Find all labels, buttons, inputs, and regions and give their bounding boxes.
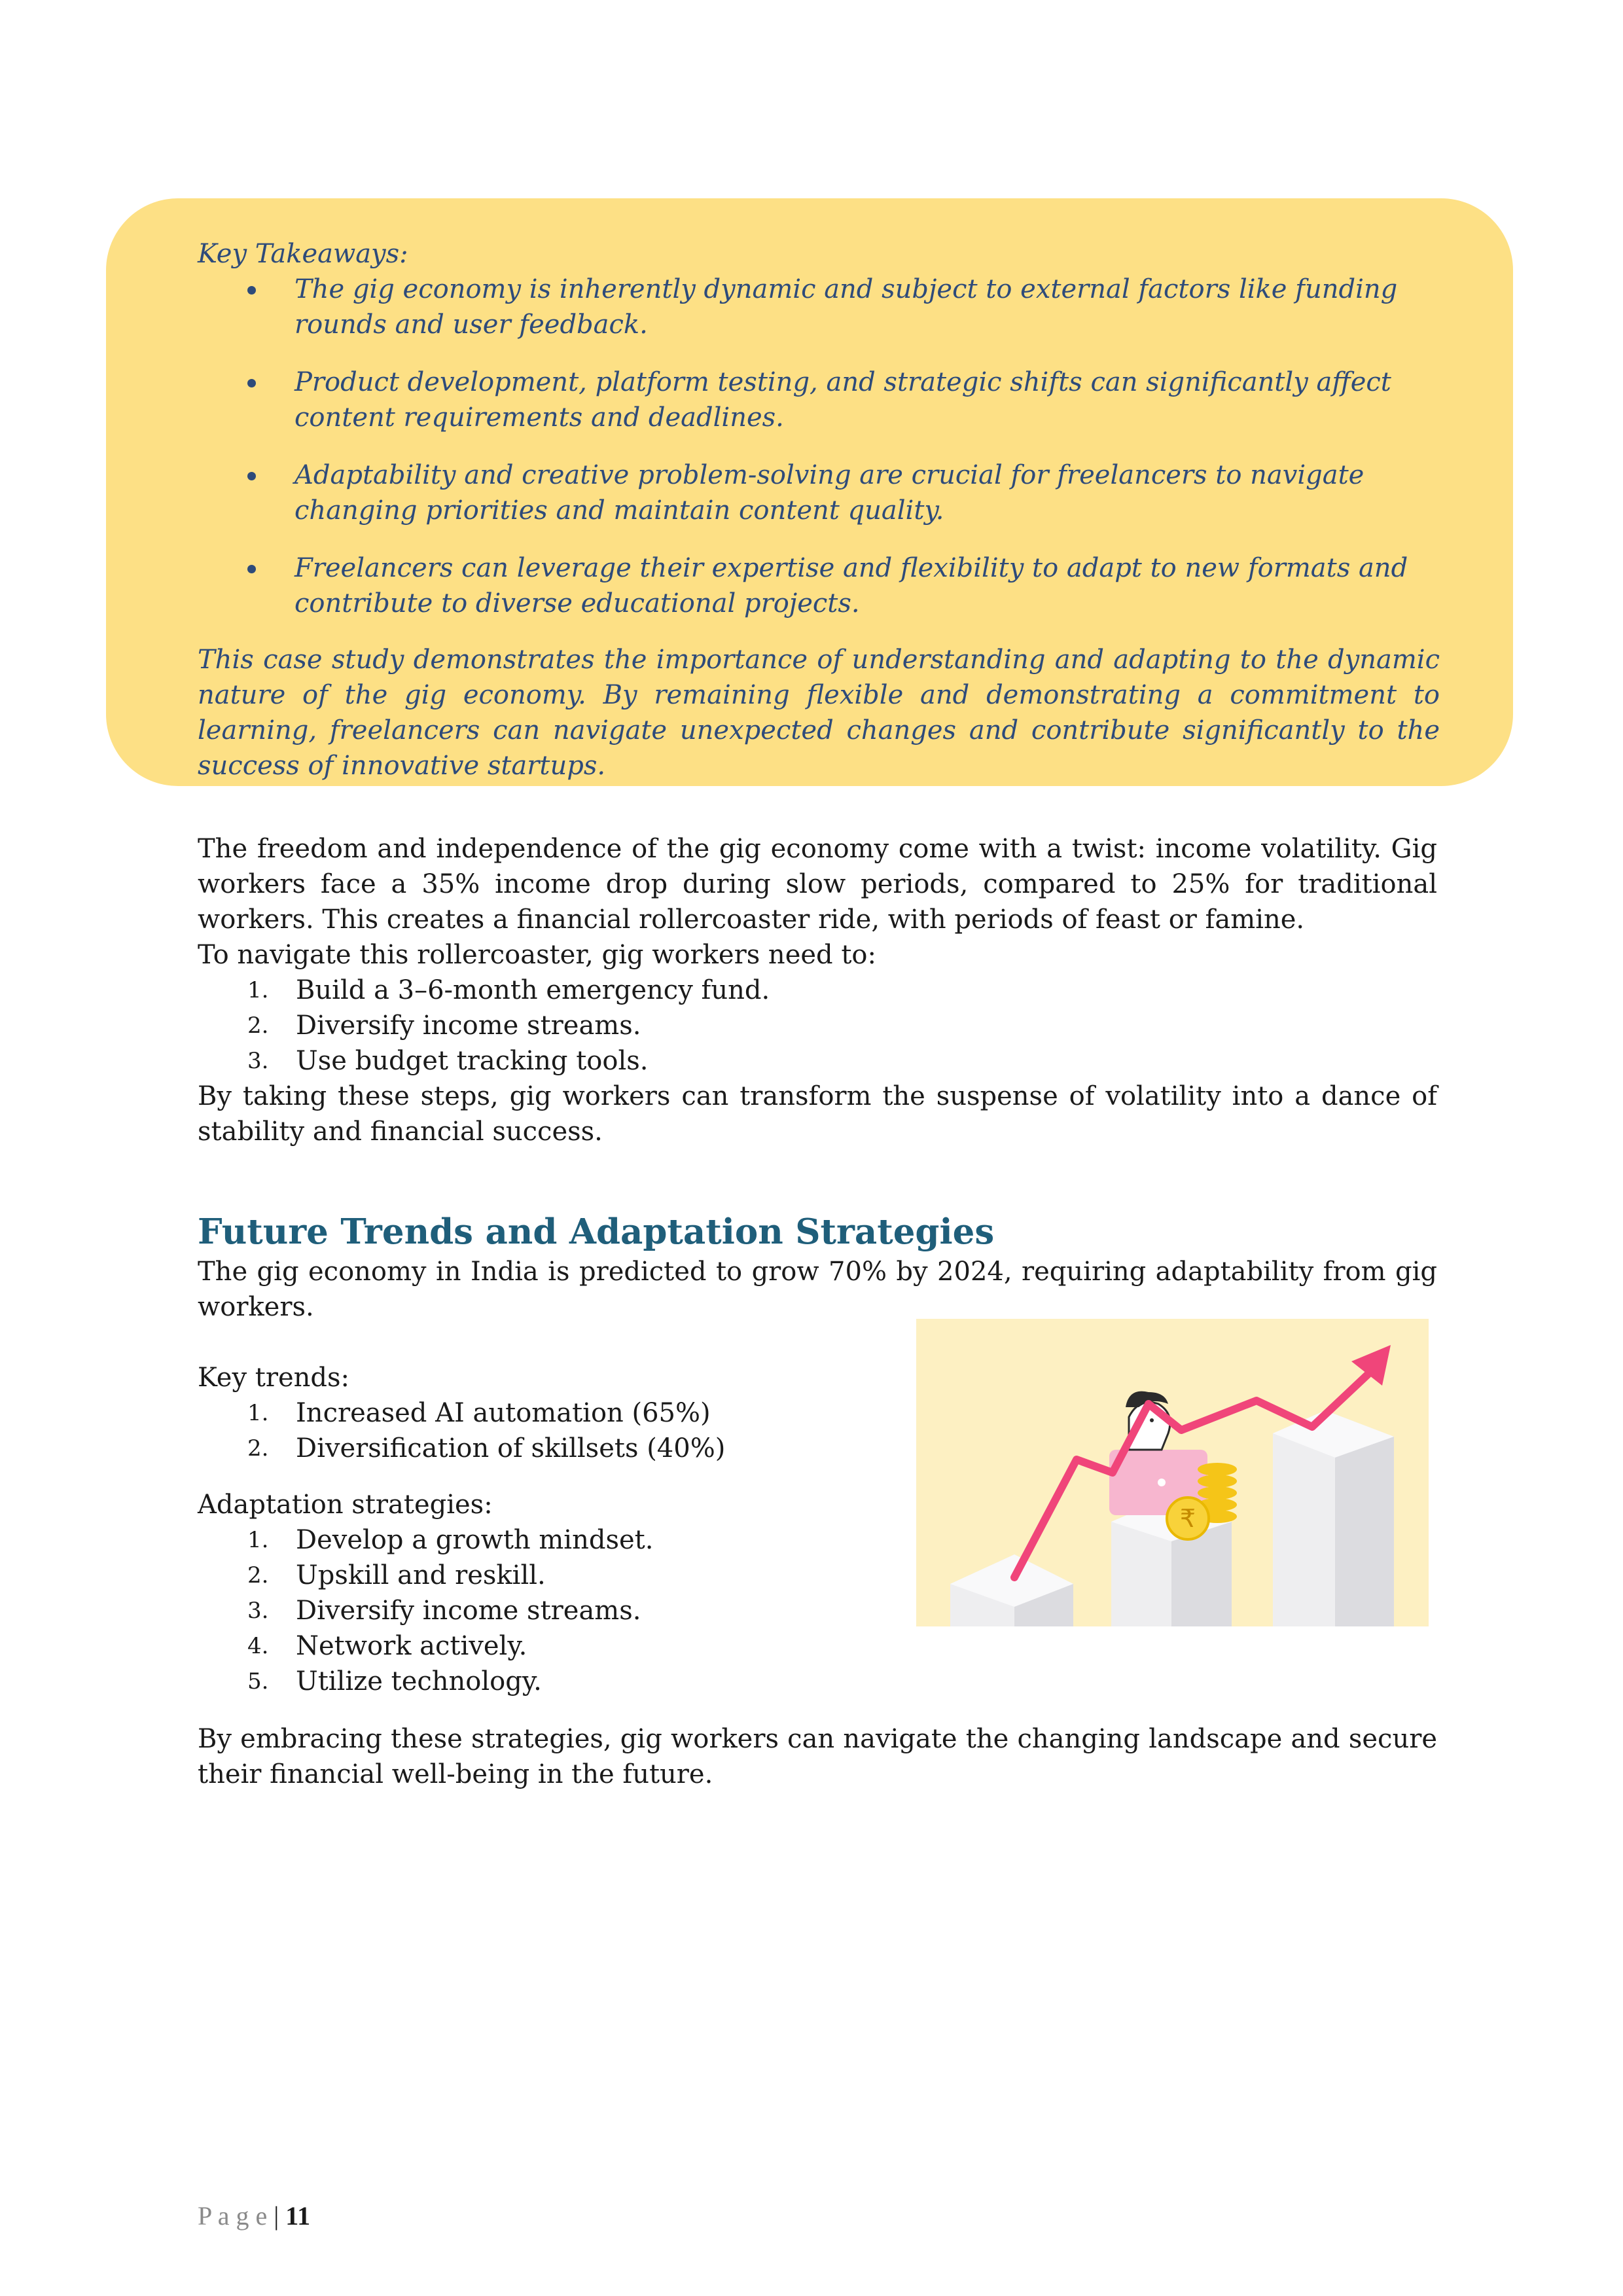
list-number: 2. [247, 1013, 269, 1039]
list-item [247, 1431, 885, 1466]
strategies-list [198, 1522, 885, 1699]
svg-text:₹: ₹ [1179, 1504, 1196, 1533]
volatility-intro: The freedom and independence of the gig economy come with a twist: income volatility. Gig workers face a 35% income drop during slow periods, compared to 25% for traditional workers. This creates a financial rollercoaster ride, with periods of feast or famine. [198, 834, 1437, 935]
list-item [247, 1664, 885, 1699]
adaptation-strategies-block [198, 1487, 885, 1699]
list-item [247, 1628, 885, 1664]
list-item [247, 1008, 1437, 1043]
list-item [247, 973, 1437, 1008]
list-number: 2. [247, 1435, 269, 1462]
volatility-section [198, 831, 1437, 1149]
future-intro-block [198, 1254, 1437, 1325]
list-text: Diversification of skillsets (40%) [296, 1433, 726, 1463]
list-text: Utilize technology. [296, 1666, 542, 1696]
list-number: 1. [247, 1400, 269, 1426]
list-text: Network actively. [296, 1631, 527, 1661]
list-number: 1. [247, 977, 269, 1003]
trends-label: Key trends: [198, 1363, 350, 1393]
list-number: 1. [247, 1527, 269, 1553]
volatility-steps-list [198, 973, 1437, 1079]
page-label: P a g e [198, 2201, 268, 2231]
key-takeaways-callout [106, 198, 1513, 786]
list-item [247, 1558, 885, 1593]
list-number: 4. [247, 1633, 269, 1659]
key-trends-block [198, 1360, 885, 1466]
list-item [247, 1593, 885, 1628]
list-text: Diversify income streams. [296, 1596, 641, 1626]
trends-list [198, 1395, 885, 1466]
callout-title: Key Takeaways: [198, 239, 408, 269]
list-item [247, 1395, 885, 1431]
future-intro: The gig economy in India is predicted to grow 70% by 2024, requiring adaptability from gig workers. [198, 1257, 1437, 1322]
future-conclusion-block [198, 1721, 1437, 1792]
list-text: Develop a growth mindset. [296, 1525, 654, 1555]
takeaway-item: Adaptability and creative problem-solving are crucial for freelancers to navigate changing priorities and maintain content quality. [294, 457, 1440, 528]
list-text: Increased AI automation (65%) [296, 1398, 711, 1428]
list-text: Upskill and reskill. [296, 1560, 546, 1590]
growth-chart-illustration [916, 1319, 1429, 1626]
list-number: 5. [247, 1668, 269, 1695]
list-text: Diversify income streams. [296, 1011, 641, 1041]
list-number: 2. [247, 1562, 269, 1588]
volatility-conclusion: By taking these steps, gig workers can transform the suspense of volatility into a dance of stability and financial success. [198, 1081, 1437, 1147]
list-item [247, 1522, 885, 1558]
list-text: Build a 3–6-month emergency fund. [296, 975, 770, 1005]
footer-separator: | [274, 2201, 279, 2231]
section-heading: Future Trends and Adaptation Strategies [198, 1211, 995, 1252]
takeaway-item: Freelancers can leverage their expertise and flexibility to adapt to new formats and contribute to diverse educational projects. [294, 550, 1440, 621]
future-conclusion: By embracing these strategies, gig workers can navigate the changing landscape and secure their financial well-being in the future. [198, 1724, 1437, 1789]
takeaway-item: The gig economy is inherently dynamic and subject to external factors like funding rounds and user feedback. [294, 272, 1440, 342]
strategies-label: Adaptation strategies: [198, 1490, 493, 1520]
page-footer [198, 2200, 310, 2231]
list-number: 3. [247, 1048, 269, 1074]
page-number: 11 [285, 2201, 311, 2231]
volatility-lead: To navigate this rollercoaster, gig workers need to: [198, 940, 876, 970]
list-item [247, 1043, 1437, 1079]
list-number: 3. [247, 1598, 269, 1624]
callout-summary: This case study demonstrates the importance of understanding and adapting to the dynamic nature of the gig economy. By remaining flexible and demonstrating a commitment to learning, freelancers can navigate unexpected changes and contribute significantly to the success of innovative startups. [198, 645, 1440, 781]
takeaway-item: Product development, platform testing, and strategic shifts can significantly affect content requirements and deadlines. [294, 365, 1440, 435]
takeaways-list [198, 272, 1440, 621]
list-text: Use budget tracking tools. [296, 1046, 649, 1076]
